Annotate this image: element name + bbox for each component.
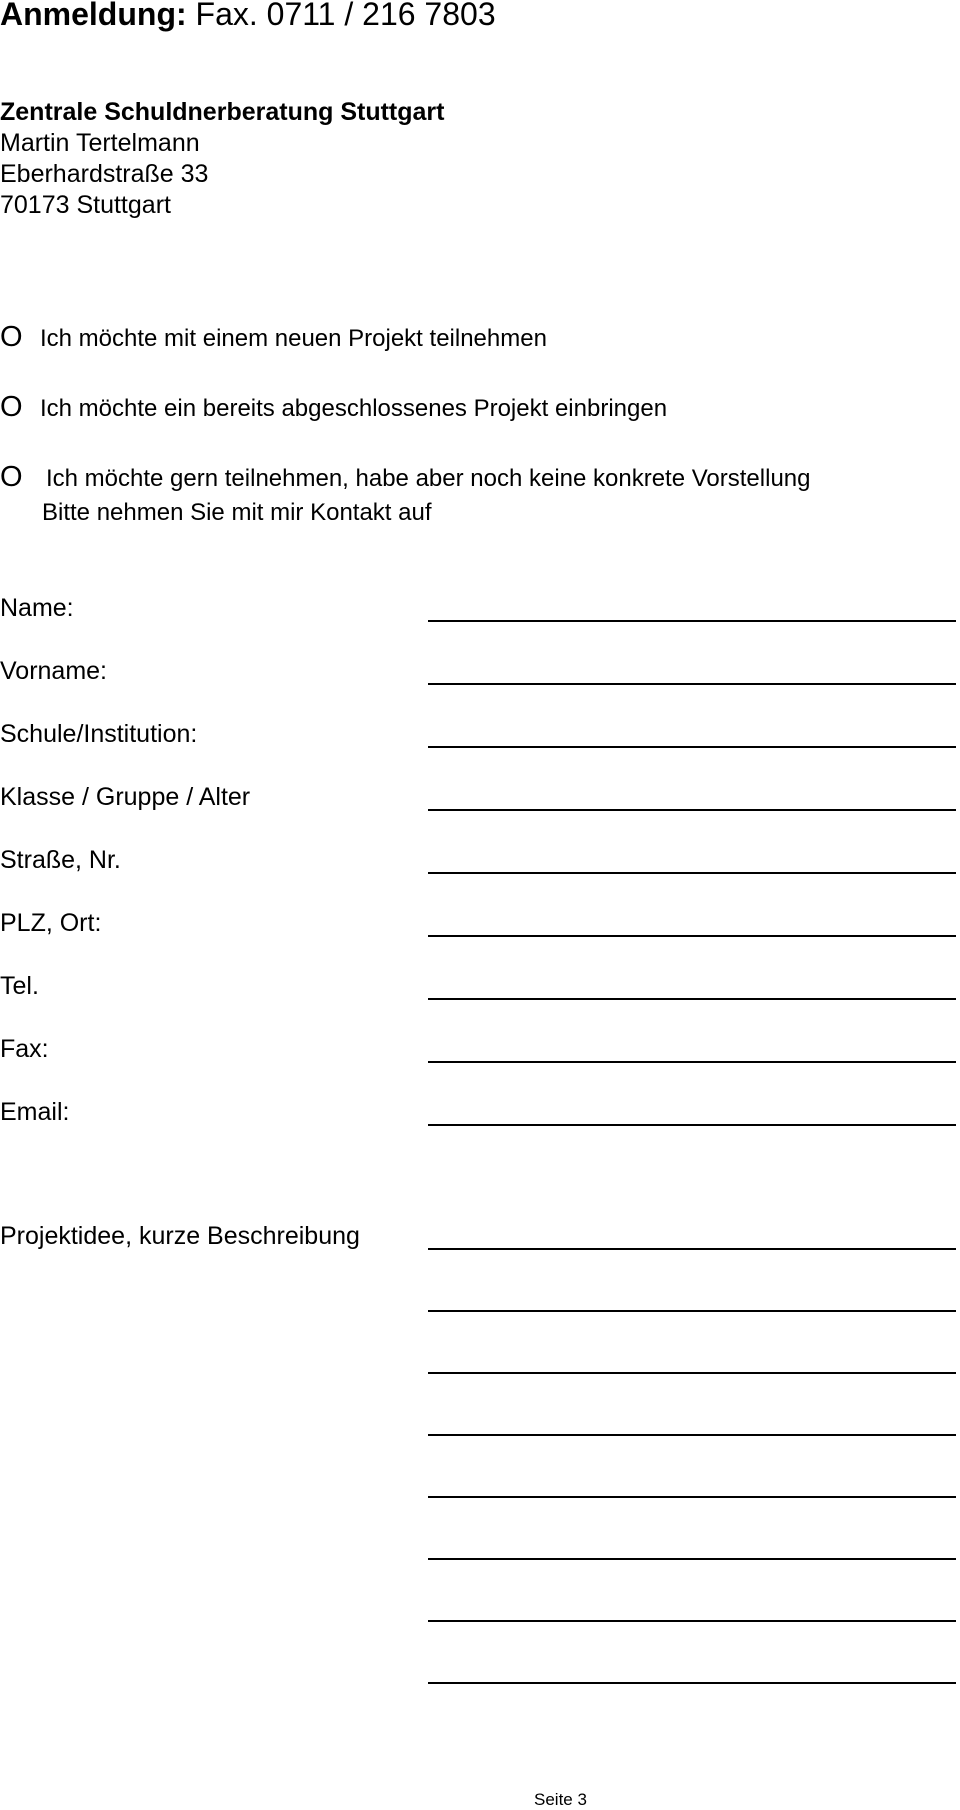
field-line-projektidee-3[interactable] bbox=[428, 1372, 956, 1374]
field-label-schule: Schule/Institution: bbox=[0, 720, 198, 748]
field-label-email: Email: bbox=[0, 1098, 70, 1126]
address-city: 70173 Stuttgart bbox=[0, 191, 171, 219]
title-label: Anmeldung: bbox=[0, 0, 187, 32]
option-checkbox-existing-project[interactable]: O bbox=[0, 391, 23, 423]
option-label-existing-project: Ich möchte ein bereits abgeschlossenes Projekt einbringen bbox=[40, 395, 668, 422]
field-label-projektidee: Projektidee, kurze Beschreibung bbox=[0, 1222, 360, 1250]
field-label-plz-ort: PLZ, Ort: bbox=[0, 909, 102, 937]
field-line-projektidee-4[interactable] bbox=[428, 1434, 956, 1436]
field-line-strasse[interactable] bbox=[428, 872, 956, 874]
field-label-tel: Tel. bbox=[0, 972, 39, 1000]
address-organization: Zentrale Schuldnerberatung Stuttgart bbox=[0, 98, 445, 126]
option-checkbox-new-project[interactable]: O bbox=[0, 321, 23, 353]
field-label-strasse: Straße, Nr. bbox=[0, 846, 121, 874]
field-line-email[interactable] bbox=[428, 1124, 956, 1126]
field-label-fax: Fax: bbox=[0, 1035, 49, 1063]
field-label-klasse: Klasse / Gruppe / Alter bbox=[0, 783, 251, 811]
address-person: Martin Tertelmann bbox=[0, 129, 200, 157]
field-line-projektidee-2[interactable] bbox=[428, 1310, 956, 1312]
field-line-projektidee-5[interactable] bbox=[428, 1496, 956, 1498]
address-street: Eberhardstraße 33 bbox=[0, 160, 209, 188]
field-line-projektidee-8[interactable] bbox=[428, 1682, 956, 1684]
field-line-fax[interactable] bbox=[428, 1061, 956, 1063]
field-label-vorname: Vorname: bbox=[0, 657, 108, 685]
option-label-new-project: Ich möchte mit einem neuen Projekt teilnehmen bbox=[40, 325, 547, 352]
option-label-contact-request: Ich möchte gern teilnehmen, habe aber noch keine konkrete Vorstellung bbox=[46, 465, 811, 492]
field-line-vorname[interactable] bbox=[428, 683, 956, 685]
page-title bbox=[0, 0, 496, 34]
field-line-klasse[interactable] bbox=[428, 809, 956, 811]
field-line-plz-ort[interactable] bbox=[428, 935, 956, 937]
field-line-projektidee-1[interactable] bbox=[428, 1248, 956, 1250]
field-line-projektidee-7[interactable] bbox=[428, 1620, 956, 1622]
page-number: Seite 3 bbox=[534, 1790, 587, 1809]
field-line-schule[interactable] bbox=[428, 746, 956, 748]
option-label-contact-request-line2: Bitte nehmen Sie mit mir Kontakt auf bbox=[42, 499, 432, 526]
field-line-projektidee-6[interactable] bbox=[428, 1558, 956, 1560]
field-line-tel[interactable] bbox=[428, 998, 956, 1000]
field-label-name: Name: bbox=[0, 594, 74, 622]
field-line-name[interactable] bbox=[428, 620, 956, 622]
option-checkbox-contact-request[interactable]: O bbox=[0, 461, 23, 493]
title-fax-number: Fax. 0711 / 216 7803 bbox=[186, 0, 496, 32]
